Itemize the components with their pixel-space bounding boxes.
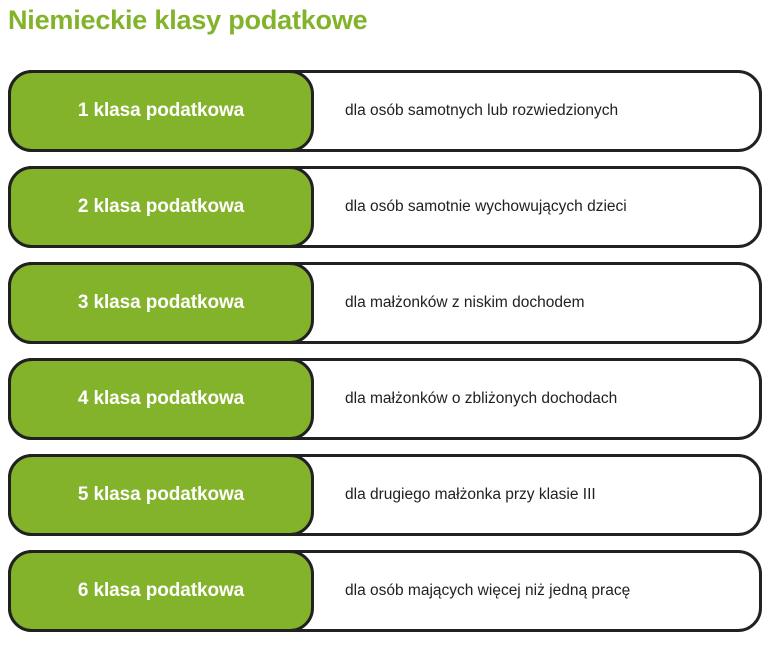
tax-class-chip (8, 262, 314, 344)
list-item (8, 454, 762, 536)
tax-class-list (8, 70, 762, 646)
tax-class-label: 6 klasa podatkowa (77, 580, 245, 601)
tax-class-label: 5 klasa podatkowa (77, 484, 245, 505)
tax-class-label: 1 klasa podatkowa (77, 100, 245, 121)
page-title: Niemieckie klasy podatkowe (8, 5, 368, 35)
tax-class-chip (8, 70, 314, 152)
tax-class-label: 4 klasa podatkowa (77, 388, 245, 409)
list-item (8, 262, 762, 344)
tax-class-description: dla małżonków z niskim dochodem (345, 294, 585, 311)
tax-class-description: dla małżonków o zbliżonych dochodach (345, 390, 618, 407)
list-item (8, 358, 762, 440)
tax-class-description: dla osób samotnie wychowujących dzieci (345, 198, 627, 215)
tax-class-description: dla osób samotnych lub rozwiedzionych (345, 102, 619, 119)
tax-class-label: 2 klasa podatkowa (77, 196, 245, 217)
list-item (8, 550, 762, 632)
tax-class-chip (8, 550, 314, 632)
list-item (8, 166, 762, 248)
tax-class-description: dla osób mających więcej niż jedną pracę (345, 582, 631, 599)
list-item (8, 70, 762, 152)
tax-class-chip (8, 166, 314, 248)
tax-class-description: dla drugiego małżonka przy klasie III (345, 486, 596, 503)
tax-class-chip (8, 454, 314, 536)
tax-class-label: 3 klasa podatkowa (77, 292, 245, 313)
tax-class-chip (8, 358, 314, 440)
